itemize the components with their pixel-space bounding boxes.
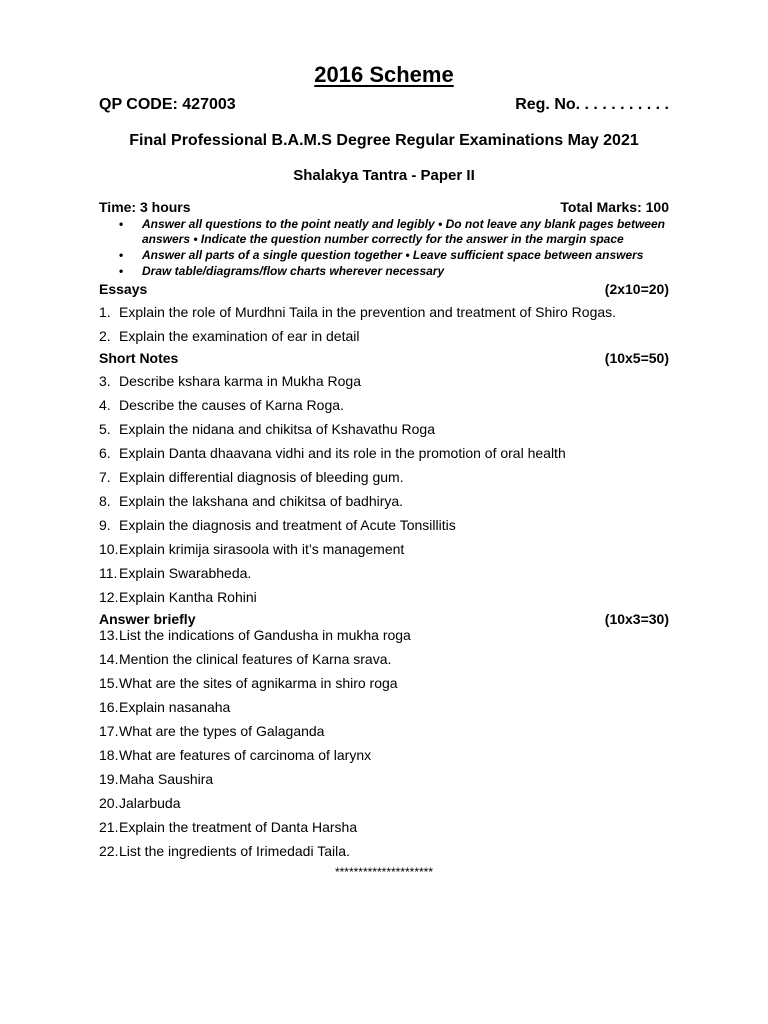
question-item: [99, 743, 669, 767]
question-text: What are features of carcinoma of larynx: [119, 747, 372, 763]
question-item: [99, 623, 669, 647]
question-number: 8.: [99, 493, 111, 509]
question-item: [99, 719, 669, 743]
exam-title: Final Professional B.A.M.S Degree Regular Examinations May 2021: [129, 132, 639, 149]
question-number: 4.: [99, 397, 111, 413]
question-text: Explain the diagnosis and treatment of Acute Tonsillitis: [119, 517, 456, 533]
bullet-icon: •: [119, 248, 124, 262]
question-item: [99, 815, 669, 839]
question-item: [99, 324, 669, 348]
instruction-item: • Answer all parts of a single question together • Leave sufficient space between answers: [119, 248, 644, 262]
qp-row: [99, 96, 669, 114]
question-item: [99, 585, 669, 609]
section-short-notes-header: [99, 350, 669, 366]
total-marks: Total Marks: 100: [560, 199, 669, 215]
question-item: [99, 417, 669, 441]
question-paper: [99, 56, 669, 879]
question-text: Explain the nidana and chikitsa of Kshavathu Roga: [119, 421, 435, 437]
section-marks: (10x3=30): [604, 611, 669, 627]
bullet-icon: •: [119, 264, 124, 278]
question-number: 6.: [99, 445, 111, 461]
question-text: Explain Swarabheda.: [119, 565, 252, 581]
question-text: Explain the role of Murdhni Taila in the prevention and treatment of Shiro Rogas.: [119, 304, 617, 320]
question-number: 3.: [99, 373, 111, 389]
question-text: Explain krimija sirasoola with it’s management: [119, 541, 405, 557]
question-number: 1.: [99, 304, 111, 320]
question-number: 9.: [99, 517, 111, 533]
question-item: [99, 369, 669, 393]
question-item: [99, 300, 669, 324]
question-number: 22.: [99, 843, 119, 859]
question-number: 12.: [99, 589, 119, 605]
question-text: Describe kshara karma in Mukha Roga: [119, 373, 361, 389]
essays-questions: [99, 300, 669, 348]
section-title: Short Notes: [99, 350, 179, 366]
question-number: 10.: [99, 541, 119, 557]
question-item: [99, 441, 669, 465]
instructions-list: [99, 217, 669, 279]
scheme-title: 2016 Scheme: [314, 62, 454, 87]
question-number: 7.: [99, 469, 111, 485]
question-number: 17.: [99, 723, 119, 739]
reg-no: Reg. No. . . . . . . . . . .: [515, 96, 669, 113]
question-item: [99, 465, 669, 489]
question-number: 16.: [99, 699, 119, 715]
question-number: 20.: [99, 795, 119, 811]
question-item: [99, 767, 669, 791]
time-marks-row: [99, 199, 669, 215]
bullet-icon: •: [119, 217, 124, 231]
question-item: [99, 393, 669, 417]
question-item: [99, 561, 669, 585]
answer-briefly-questions: [99, 623, 669, 863]
question-text: Jalarbuda: [119, 795, 181, 811]
question-number: 14.: [99, 651, 119, 667]
question-item: [99, 695, 669, 719]
section-essays-header: [99, 281, 669, 297]
question-text: What are the sites of agnikarma in shiro roga: [119, 675, 398, 691]
question-text: Maha Saushira: [119, 771, 214, 787]
short-notes-questions: [99, 369, 669, 609]
question-item: [99, 489, 669, 513]
question-text: List the indications of Gandusha in mukha roga: [119, 627, 411, 643]
question-text: Explain nasanaha: [119, 699, 231, 715]
question-item: [99, 537, 669, 561]
section-title: Answer briefly: [99, 611, 196, 627]
question-item: [99, 671, 669, 695]
question-number: 15.: [99, 675, 119, 691]
question-number: 2.: [99, 328, 111, 344]
question-number: 18.: [99, 747, 119, 763]
subject-title: Shalakya Tantra - Paper II: [293, 167, 475, 184]
question-text: Describe the causes of Karna Roga.: [119, 397, 344, 413]
qp-code: QP CODE: 427003: [99, 96, 236, 113]
question-item: [99, 647, 669, 671]
section-title: Essays: [99, 281, 148, 297]
question-number: 11.: [99, 565, 118, 581]
question-text: Explain Danta dhaavana vidhi and its role in the promotion of oral health: [119, 445, 566, 461]
question-item: [99, 839, 669, 863]
question-text: What are the types of Galaganda: [119, 723, 325, 739]
question-text: Explain the lakshana and chikitsa of badhirya.: [119, 493, 404, 509]
section-marks: (10x5=50): [604, 350, 669, 366]
question-number: 13.: [99, 627, 119, 643]
time-duration: Time: 3 hours: [99, 199, 191, 215]
question-item: [99, 513, 669, 537]
question-text: Explain the examination of ear in detail: [119, 328, 360, 344]
question-number: 5.: [99, 421, 111, 437]
end-marker: *********************: [334, 865, 434, 879]
question-number: 19.: [99, 771, 119, 787]
question-text: Explain Kantha Rohini: [119, 589, 257, 605]
instruction-item: • Draw table/diagrams/flow charts wherever necessary: [119, 264, 445, 278]
question-text: Mention the clinical features of Karna srava.: [119, 651, 392, 667]
question-text: Explain the treatment of Danta Harsha: [119, 819, 358, 835]
question-number: 21.: [99, 819, 119, 835]
section-marks: (2x10=20): [604, 281, 669, 297]
question-text: List the ingredients of Irimedadi Taila.: [119, 843, 350, 859]
question-text: Explain differential diagnosis of bleeding gum.: [119, 469, 404, 485]
instruction-item: • Answer all questions to the point neatly and legibly • Do not leave any blank pages between answers • Indicate the question number correctly for the answer in the margin space: [119, 217, 665, 246]
question-item: [99, 791, 669, 815]
